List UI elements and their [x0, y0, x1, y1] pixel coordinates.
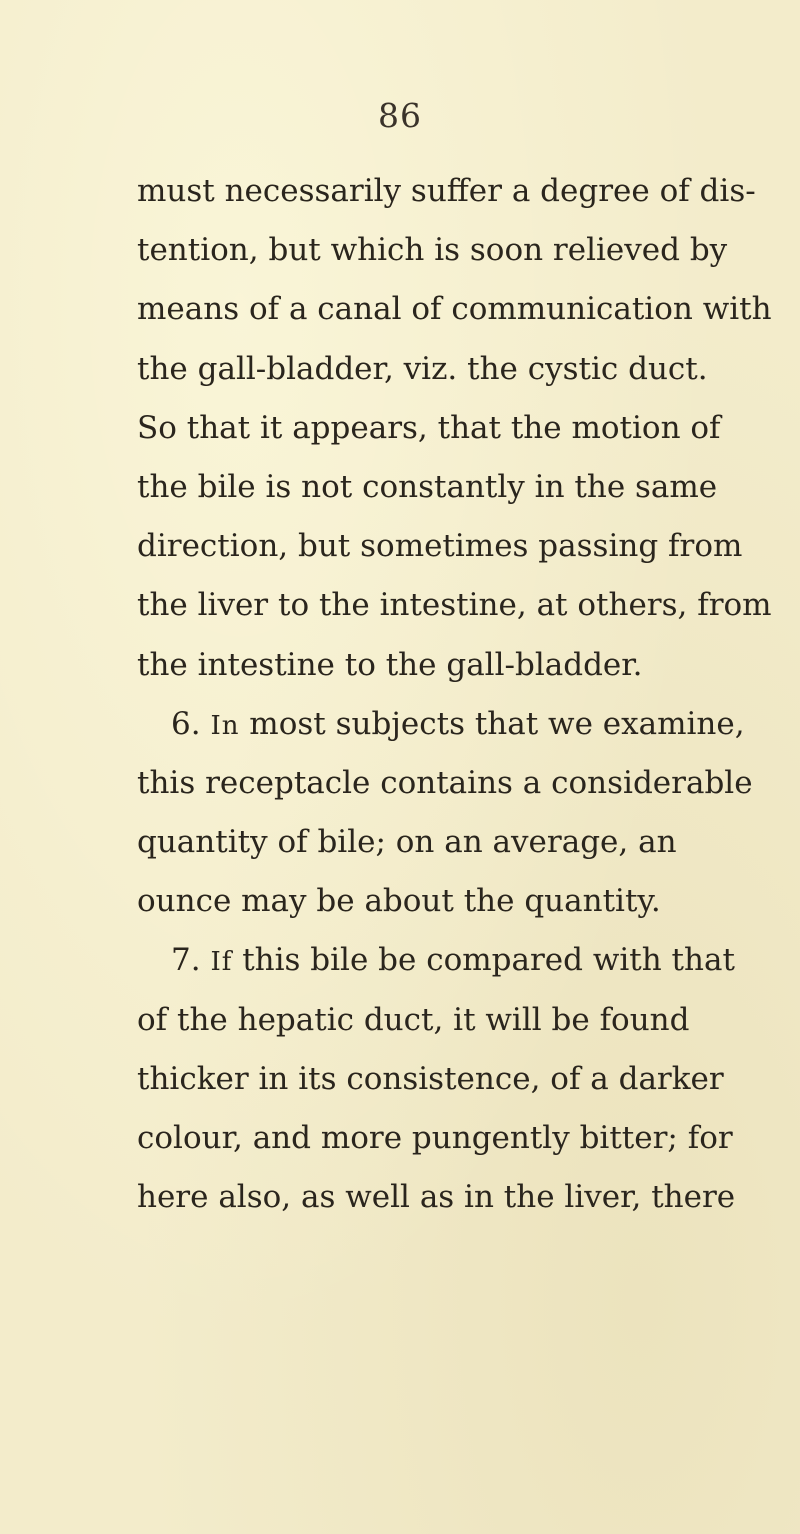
text-line: here also, as well as in the liver, there [137, 1179, 736, 1216]
paragraph-number: 6. [171, 705, 211, 742]
text-line: direction, but sometimes passing from [137, 528, 743, 565]
body-text [137, 162, 792, 1227]
text-line: tention, but which is soon relieved by [137, 232, 728, 269]
small-caps-word: In [210, 710, 240, 741]
paragraph-number: 7. [171, 942, 211, 979]
text-line: thicker in its consistence, of a darker [137, 1060, 724, 1097]
small-caps-word: If [210, 947, 233, 978]
text-line: the bile is not constantly in the same [137, 468, 718, 505]
text-line: the liver to the intestine, at others, from [137, 587, 772, 624]
paragraph-start-7: 7. If this bile be compared with that [171, 942, 735, 979]
text-line: means of a canal of communication with [137, 291, 772, 328]
text-line: of the hepatic duct, it will be found [137, 1001, 690, 1038]
page-number: 86 [378, 96, 422, 135]
text-line: So that it appears, that the motion of [137, 409, 721, 446]
text-line: colour, and more pungently bitter; for [137, 1120, 733, 1156]
text-line: quantity of bile; on an average, an [137, 824, 677, 861]
text-line: this receptacle contains a considerable [137, 764, 753, 801]
paragraph-start-6: 6. In most subjects that we examine, [171, 705, 745, 742]
text-line: the gall-bladder, viz. the cystic duct. [137, 350, 708, 387]
text-line: must necessarily suffer a degree of dis- [137, 173, 756, 209]
text-line: the intestine to the gall-bladder. [137, 646, 643, 683]
text-line: ounce may be about the quantity. [137, 883, 661, 920]
